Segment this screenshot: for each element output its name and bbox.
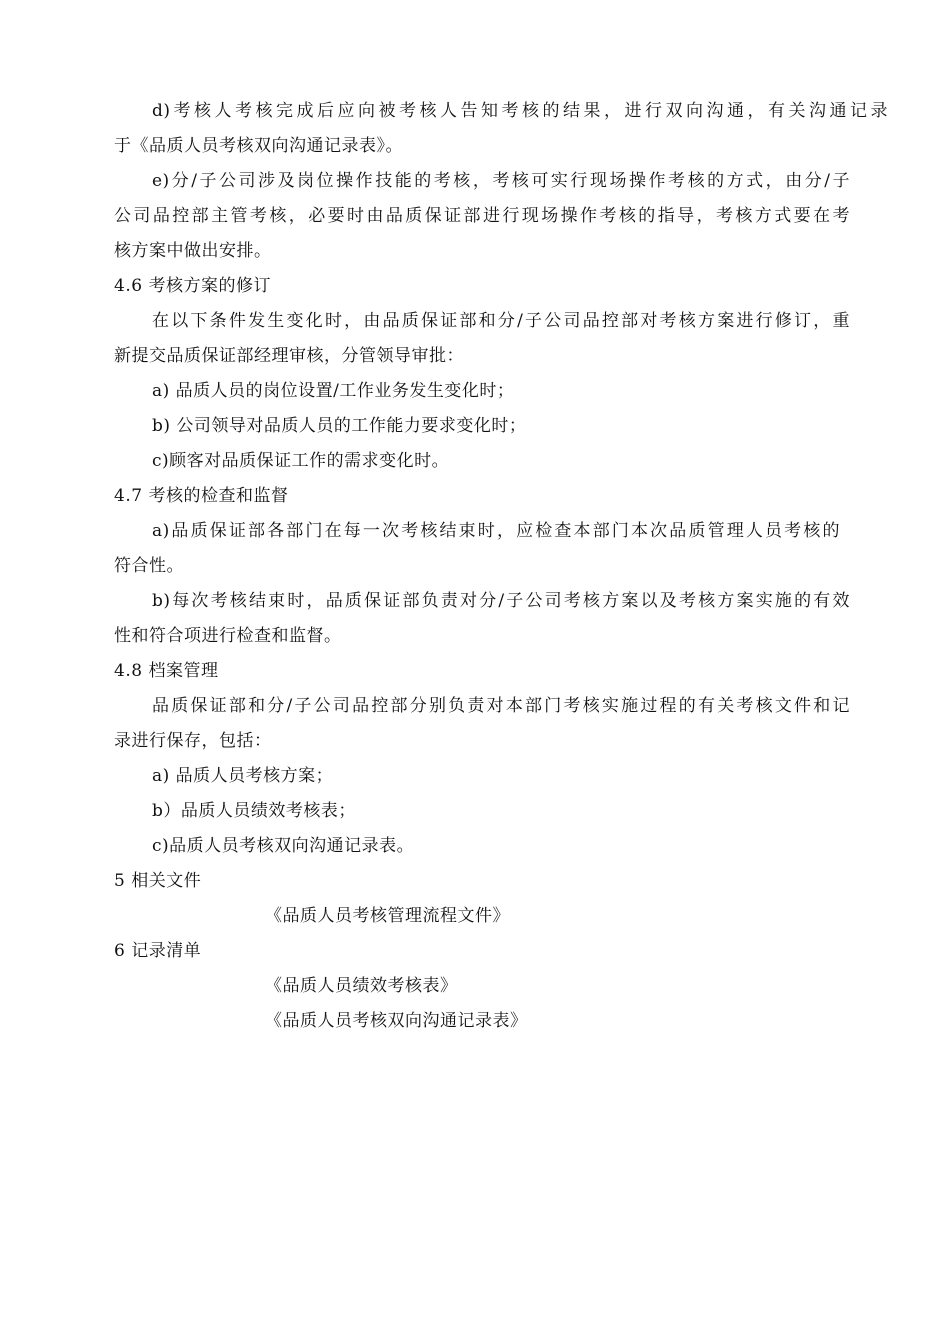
paragraph-4-7-b-line-2: 性和符合项进行检查和监督。 xyxy=(114,626,342,646)
section-heading-5: 5 相关文件 xyxy=(114,871,202,891)
paragraph-d-line-2: 于《品质人员考核双向沟通记录表》。 xyxy=(114,136,403,156)
section-heading-6: 6 记录清单 xyxy=(114,941,202,961)
section-heading-4-6: 4.6 考核方案的修订 xyxy=(114,276,271,296)
paragraph-e-line-1: e)分/子公司涉及岗位操作技能的考核，考核可实行现场操作考核的方式，由分/子 xyxy=(152,171,850,191)
paragraph-4-7-b-line-1: b)每次考核结束时，品质保证部负责对分/子公司考核方案以及考核方案实施的有效 xyxy=(152,591,850,611)
list-item-a: a) 品质人员的岗位设置/工作业务发生变化时； xyxy=(152,381,515,401)
paragraph-4-8-line-1: 品质保证部和分/子公司品控部分别负责对本部门考核实施过程的有关考核文件和记 xyxy=(152,696,850,716)
section-heading-4-7: 4.7 考核的检查和监督 xyxy=(114,486,289,506)
paragraph-4-7-a-line-2: 符合性。 xyxy=(114,556,184,576)
archive-item-b: b）品质人员绩效考核表； xyxy=(152,801,356,821)
related-document: 《品质人员考核管理流程文件》 xyxy=(265,906,510,926)
record-item-1: 《品质人员绩效考核表》 xyxy=(265,976,458,996)
record-item-2: 《品质人员考核双向沟通记录表》 xyxy=(265,1011,528,1031)
archive-item-a: a) 品质人员考核方案； xyxy=(152,766,334,786)
list-item-b: b) 公司领导对品质人员的工作能力要求变化时； xyxy=(152,416,527,436)
section-heading-4-8: 4.8 档案管理 xyxy=(114,661,219,681)
paragraph-e-line-2: 公司品控部主管考核，必要时由品质保证部进行现场操作考核的指导，考核方式要在考 xyxy=(114,206,850,226)
paragraph-4-6-line-1: 在以下条件发生变化时，由品质保证部和分/子公司品控部对考核方案进行修订，重 xyxy=(152,311,850,331)
archive-item-c: c)品质人员考核双向沟通记录表。 xyxy=(152,836,415,856)
paragraph-4-8-line-2: 录进行保存，包括： xyxy=(114,731,272,751)
paragraph-4-7-a-line-1: a)品质保证部各部门在每一次考核结束时，应检查本部门本次品质管理人员考核的 xyxy=(152,521,840,541)
paragraph-4-6-line-2: 新提交品质保证部经理审核，分管领导审批： xyxy=(114,346,464,366)
list-item-c: c)顾客对品质保证工作的需求变化时。 xyxy=(152,451,450,471)
paragraph-e-line-3: 核方案中做出安排。 xyxy=(114,241,272,261)
paragraph-d-line-1: d)考核人考核完成后应向被考核人告知考核的结果，进行双向沟通，有关沟通记录 xyxy=(152,101,888,121)
